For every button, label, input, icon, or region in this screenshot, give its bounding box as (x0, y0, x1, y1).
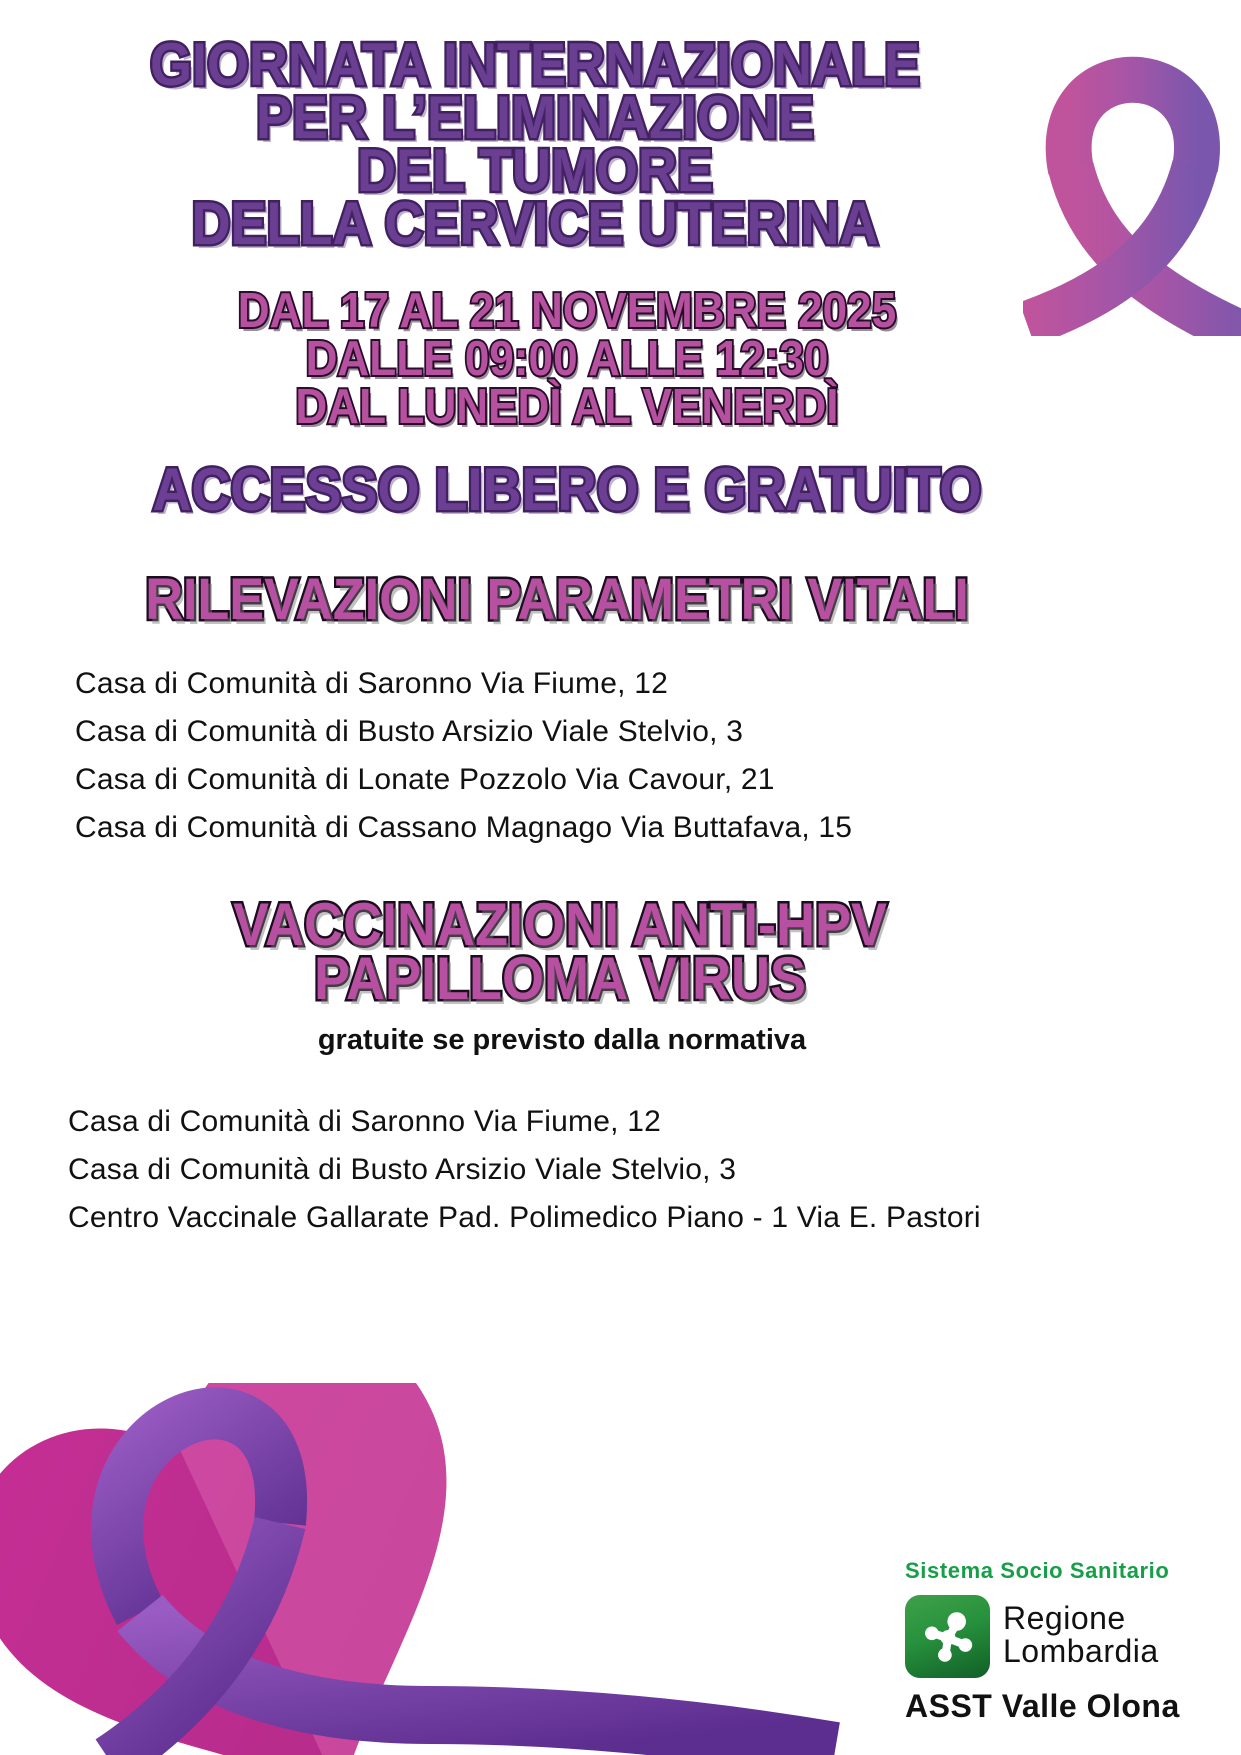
title-line-4: DELLA CERVICE UTERINA (191, 190, 879, 257)
poster-title (54, 31, 1017, 257)
hpv-heading-line-1: VACCINAZIONI ANTI-HPV (233, 891, 887, 958)
region-name (1003, 1595, 1159, 1668)
schedule-days: DAL LUNEDÌ AL VENERDÌ (295, 380, 839, 434)
schedule (57, 284, 1078, 434)
list-item: Casa di Comunità di Busto Arsizio Viale Stelvio, 3 (68, 1153, 737, 1186)
list-item: Casa di Comunità di Busto Arsizio Viale Stelvio, 3 (75, 715, 744, 748)
region-name-line-1: Regione (1003, 1600, 1126, 1636)
list-item: Centro Vaccinale Gallarate Pad. Polimedico Piano - 1 Via E. Pastori (68, 1201, 981, 1234)
section-heading-hpv-vaccinations (56, 891, 1064, 1012)
free-access-line: ACCESSO LIBERO E GRATUITO (152, 456, 982, 523)
sistema-socio-sanitario-label: Sistema Socio Sanitario (905, 1558, 1170, 1583)
title-line-3: DEL TUMORE (356, 137, 714, 204)
list-item: Casa di Comunità di Saronno Via Fiume, 12 (75, 667, 668, 700)
list-item: Casa di Comunità di Saronno Via Fiume, 12 (68, 1105, 661, 1138)
hpv-location-list (68, 1098, 981, 1242)
schedule-dates: DAL 17 AL 21 NOVEMBRE 2025 (237, 284, 897, 338)
schedule-hours: DALLE 09:00 ALLE 12:30 (305, 332, 829, 386)
asst-valle-olona-label: ASST Valle Olona (905, 1688, 1180, 1724)
footer-logo-block (905, 1558, 1210, 1725)
hpv-subtitle: gratuite se previsto dalla normativa (317, 1024, 807, 1056)
list-item: Casa di Comunità di Lonate Pozzolo Via Cavour, 21 (75, 763, 775, 796)
section-heading-vital-signs: RILEVAZIONI PARAMETRI VITALI (145, 567, 969, 632)
title-line-1: GIORNATA INTERNAZIONALE (150, 31, 920, 98)
vital-signs-location-list (75, 660, 852, 852)
hpv-heading-line-2: PAPILLOMA VIRUS (313, 945, 807, 1012)
rosa-camuna-icon (905, 1595, 990, 1678)
list-item: Casa di Comunità di Cassano Magnago Via Buttafava, 15 (75, 811, 853, 844)
regione-lombardia-logo (905, 1595, 1210, 1678)
title-line-2: PER L’ELIMINAZIONE (255, 84, 815, 151)
region-name-line-2: Lombardia (1003, 1633, 1159, 1669)
heart-with-ribbon-graphic (0, 1383, 840, 1755)
